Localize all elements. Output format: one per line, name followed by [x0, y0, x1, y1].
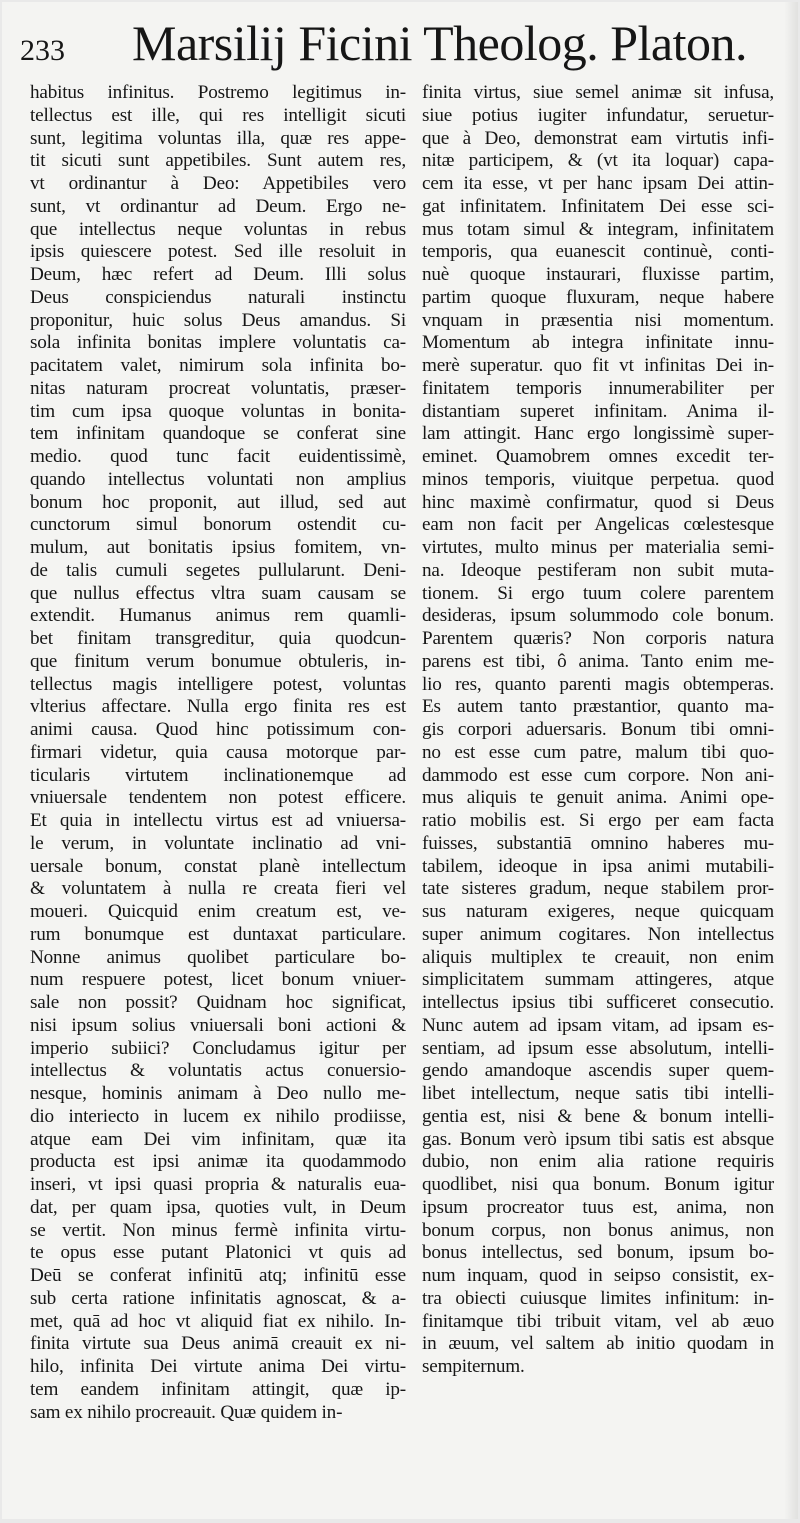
text-line: nuè quoque instaurari, fluxisse partim, [422, 264, 774, 285]
text-line: que nullus effectus vltra suam causam se [30, 582, 406, 604]
text-line: quodlibet, nisi qua bonum. Bonum igitur [422, 1174, 774, 1195]
text-line: Nonne animus quolibet particulare bo- [30, 946, 406, 968]
text-line: imperio subiici? Concludamus igitur per [30, 1037, 406, 1059]
text-line: bonum hoc proponit, aut illud, sed aut [30, 491, 406, 513]
text-line: proponitur, huic solus Deus amandus. Si [30, 309, 406, 331]
text-line: ticularis virtutem inclinationemque ad [30, 764, 406, 786]
text-line: distantiam superet infinitam. Anima il- [422, 400, 774, 422]
text-line: super animum cogitares. Non intellectus [422, 923, 774, 945]
text-line: bonum corpus, non bonus animus, non [422, 1219, 774, 1241]
text-line: sentiam, ad ipsum esse absolutum, intelli- [422, 1037, 774, 1059]
text-line: sunt, vt ordinantur ad Deum. Ergo ne- [30, 195, 406, 217]
text-line: dio interiecto in lucem ex nihilo prodiisse, [30, 1105, 406, 1127]
text-line: finita virtute sua Deus animā creauit ex ni- [30, 1333, 406, 1355]
text-line: fuisses, substantiā omnino haberes mu- [422, 832, 774, 854]
text-line: de talis cumuli segetes pullularunt. Deni- [30, 559, 406, 581]
text-line: sola infinita bonitas implere voluntatis ca- [30, 332, 406, 354]
text-line: habitus infinitus. Postremo legitimus in- [30, 82, 406, 103]
text-line: se vertit. Non minus fermè infinita virtu- [30, 1219, 406, 1241]
text-line: dat, per quam ipsa, quoties vult, in Deum [30, 1196, 406, 1218]
text-line: vniuersale tendentem non potest efficere. [30, 787, 406, 809]
text-line: cunctorum simul bonorum ostendit cu- [30, 514, 406, 536]
text-line: intellectus & voluntatis actus conuersio- [30, 1060, 406, 1082]
text-line: firmari videtur, quia causa motorque par- [30, 741, 406, 763]
text-line: parens est tibi, ô anima. Tanto enim me- [422, 650, 774, 672]
text-line: ipsis quiescere potest. Sed ille resoluit in [30, 241, 406, 263]
text-line: nitæ participem, & (vt ita loquar) capa- [422, 150, 774, 172]
text-line: minos temporis, viuitque perpetua. quod [422, 468, 774, 490]
text-line: te opus esse putant Platonici vt quis ad [30, 1242, 406, 1264]
text-line: Deus conspiciendus naturali instinctu [30, 286, 406, 308]
text-line: libet intellectum, neque satis tibi intelli- [422, 1083, 774, 1104]
text-line: Et quia in intellectu virtus est ad vniuersa- [30, 810, 406, 831]
text-line: sus naturam exigeres, neque quicquam [422, 901, 774, 922]
text-line: tellectus est ille, qui res intelligit sicuti [30, 104, 406, 126]
text-line: tem eandem infinitam attingit, quæ ip- [30, 1378, 406, 1400]
text-line: tabilem, ideoque in ipsa animi mutabili- [422, 855, 774, 877]
text-line: partim quoque fluxuram, neque habere [422, 286, 774, 308]
text-line: mus totam simul & integram, infinitatem [422, 218, 774, 240]
text-line: lam attingit. Hanc ergo longissimè super- [422, 423, 774, 445]
text-line: Es autem tanto præstantior, quanto ma- [422, 696, 774, 718]
text-line: met, quā ad hoc vt aliquid fiat ex nihilo. In- [30, 1310, 406, 1332]
text-line: desideras, ipsum solummodo cole bonum. [422, 605, 774, 627]
text-line: ipsum procreator tuus est, anima, non [422, 1196, 774, 1218]
text-line: cem ita esse, vt per hanc ipsam Dei attin- [422, 173, 774, 194]
text-line: Momentum ab integra infinitate innu- [422, 332, 774, 354]
text-line: sunt, legitima voluntas illa, quæ res appe- [30, 127, 406, 149]
text-line: atque eam Dei vim infinitam, quæ ita [30, 1128, 406, 1150]
text-line: quando intellectus voluntati non amplius [30, 468, 406, 490]
text-line: pacitatem valet, nimirum sola infinita bo- [30, 355, 406, 376]
text-line: sempiternum. [422, 1356, 525, 1377]
text-line: gas. Bonum verò ipsum tibi satis est absque [422, 1128, 774, 1150]
text-line: eam non facit per Angelicas cœlestesque [422, 514, 774, 536]
text-line: mus aliquis te genuit anima. Animi ope- [422, 787, 774, 809]
text-line: aliquis multiplex te creauit, non enim [422, 946, 774, 968]
text-line: vt ordinantur à Deo: Appetibiles vero [30, 173, 406, 194]
text-line: bonus intellectus, sed bonum, ipsum bo- [422, 1242, 774, 1264]
text-line: mulum, aut bonitatis ipsius fomitem, vn- [30, 537, 406, 558]
text-line: que intellectus neque voluntas in rebus [30, 218, 406, 240]
text-line: ratio mobilis est. Si ergo per eam facta [422, 810, 774, 831]
text-line: hilo, infinita Dei virtute anima Dei virtu- [30, 1356, 406, 1377]
text-line: in æuum, vel saltem ab initio quodam in [422, 1333, 774, 1355]
text-line: gat infinitatem. Infinitatem Dei esse sci- [422, 195, 774, 217]
text-line: tim cum ipsa quoque voluntas in bonita- [30, 400, 406, 422]
text-line: finitatem temporis innumerabiliter per [422, 377, 774, 399]
text-line: simplicitatem summam attingeres, atque [422, 969, 774, 991]
text-line: num inquam, quod in seipso consistit, ex- [422, 1265, 774, 1286]
text-line: tate sisteres gradum, neque stabilem pror- [422, 878, 774, 900]
text-line: sub certa ratione infinitatis agnoscat, & a- [30, 1287, 406, 1309]
text-line: merè superatur. quo fit vt infinitas Dei in- [422, 355, 774, 376]
left-column [30, 82, 406, 1424]
text-line: medio. quod tunc facit euidentissimè, [30, 446, 406, 467]
text-line: rum bonumque est duntaxat particulare. [30, 923, 406, 945]
text-line: inseri, vt ipsi quasi propria & naturalis eua- [30, 1174, 406, 1195]
text-line: que à Deo, demonstrat eam virtutis infi- [422, 127, 774, 149]
running-title: Marsilij Ficini Theolog. Platon. [132, 15, 748, 71]
text-line: tit sicuti sunt appetibiles. Sunt autem res, [30, 150, 406, 172]
text-line: num respuere potest, licet bonum vniuer- [30, 969, 406, 991]
text-line: tionem. Si ergo tuum colere parentem [422, 582, 774, 604]
text-line: tellectus magis intelligere potest, voluntas [30, 673, 406, 695]
text-line: hinc maximè confirmatur, quod si Deus [422, 491, 774, 513]
text-line: que finitum verum bonumue obtuleris, in- [30, 650, 406, 672]
text-line: siue potius iugiter infundatur, seruetur- [422, 104, 774, 126]
text-line: Nunc autem ad ipsam vitam, ad ipsam es- [422, 1014, 774, 1036]
text-line: bet finitam transgreditur, quia quodcun- [30, 628, 406, 649]
text-line: nitas naturam procreat voluntatis, præser- [30, 377, 406, 399]
text-line: nisi ipsum solius vniuersali boni actioni & [30, 1014, 406, 1036]
text-line: finita virtus, siue semel animæ sit infusa, [422, 82, 774, 103]
text-line: intellectus ipsius tibi sufficeret consecutio. [422, 992, 774, 1013]
text-line: vnquam in præsentia nisi momentum. [422, 309, 774, 331]
book-page [2, 2, 798, 1519]
text-line: animi causa. Quod hinc potissimum con- [30, 719, 406, 740]
text-line: le verum, in voluntate inclinatio ad vni- [30, 832, 406, 854]
text-line: tra obiecti cuiusque limites infinitum: in- [422, 1287, 774, 1309]
page-number: 233 [20, 34, 65, 67]
text-line: sale non possit? Quidnam hoc significat, [30, 992, 406, 1013]
text-line: vlterius affectare. Nulla ergo finita res est [30, 696, 406, 718]
text-line: producta est ipsi animæ ita quodammodo [30, 1151, 406, 1173]
text-line: Parentem quæris? Non corporis natura [422, 628, 774, 649]
text-line: moueri. Quicquid enim creatum est, ve- [30, 901, 406, 922]
text-line: Deū se conferat infinitū atq; infinitū esse [30, 1265, 406, 1286]
text-line: Deum, hæc refert ad Deum. Illi solus [30, 264, 406, 285]
text-line: no est esse cum patre, malum tibi quo- [422, 741, 774, 763]
text-line: gendo amandoque ascendis super quem- [422, 1060, 774, 1082]
text-line: temporis, qua euanescit continuè, conti- [422, 241, 774, 263]
text-line: virtutes, multo minus per materialia semi- [422, 537, 774, 558]
text-line: gentia est, nisi & bene & bonum intelli- [422, 1105, 774, 1127]
text-line: na. Ideoque pestiferam non subit muta- [422, 559, 774, 581]
text-line: dammodo est esse cum corpore. Non ani- [422, 764, 774, 786]
text-line: finitamque tibi tribuit vitam, vel ab æuo [422, 1310, 774, 1332]
text-line: lio res, quanto parenti magis obtemperas. [422, 673, 774, 695]
text-line: dubio, non enim alia ratione requiris [422, 1151, 774, 1173]
text-line: & voluntatem à nulla re creata fieri vel [30, 878, 406, 900]
text-line: eminet. Quamobrem omnes excedit ter- [422, 446, 774, 467]
text-line: tem infinitam quandoque se conferat sine [30, 423, 406, 445]
right-column [422, 82, 774, 1379]
text-line: sam ex nihilo procreauit. Quæ quidem in- [30, 1401, 343, 1423]
page-edge-shadow [784, 2, 798, 1519]
text-line: gis corpori aduersaris. Bonum tibi omni- [422, 719, 774, 740]
text-line: nesque, hominis animam à Deo nullo me- [30, 1083, 406, 1104]
text-line: uersale bonum, constat planè intellectum [30, 855, 406, 877]
text-line: extendit. Humanus animus rem quamli- [30, 605, 406, 627]
